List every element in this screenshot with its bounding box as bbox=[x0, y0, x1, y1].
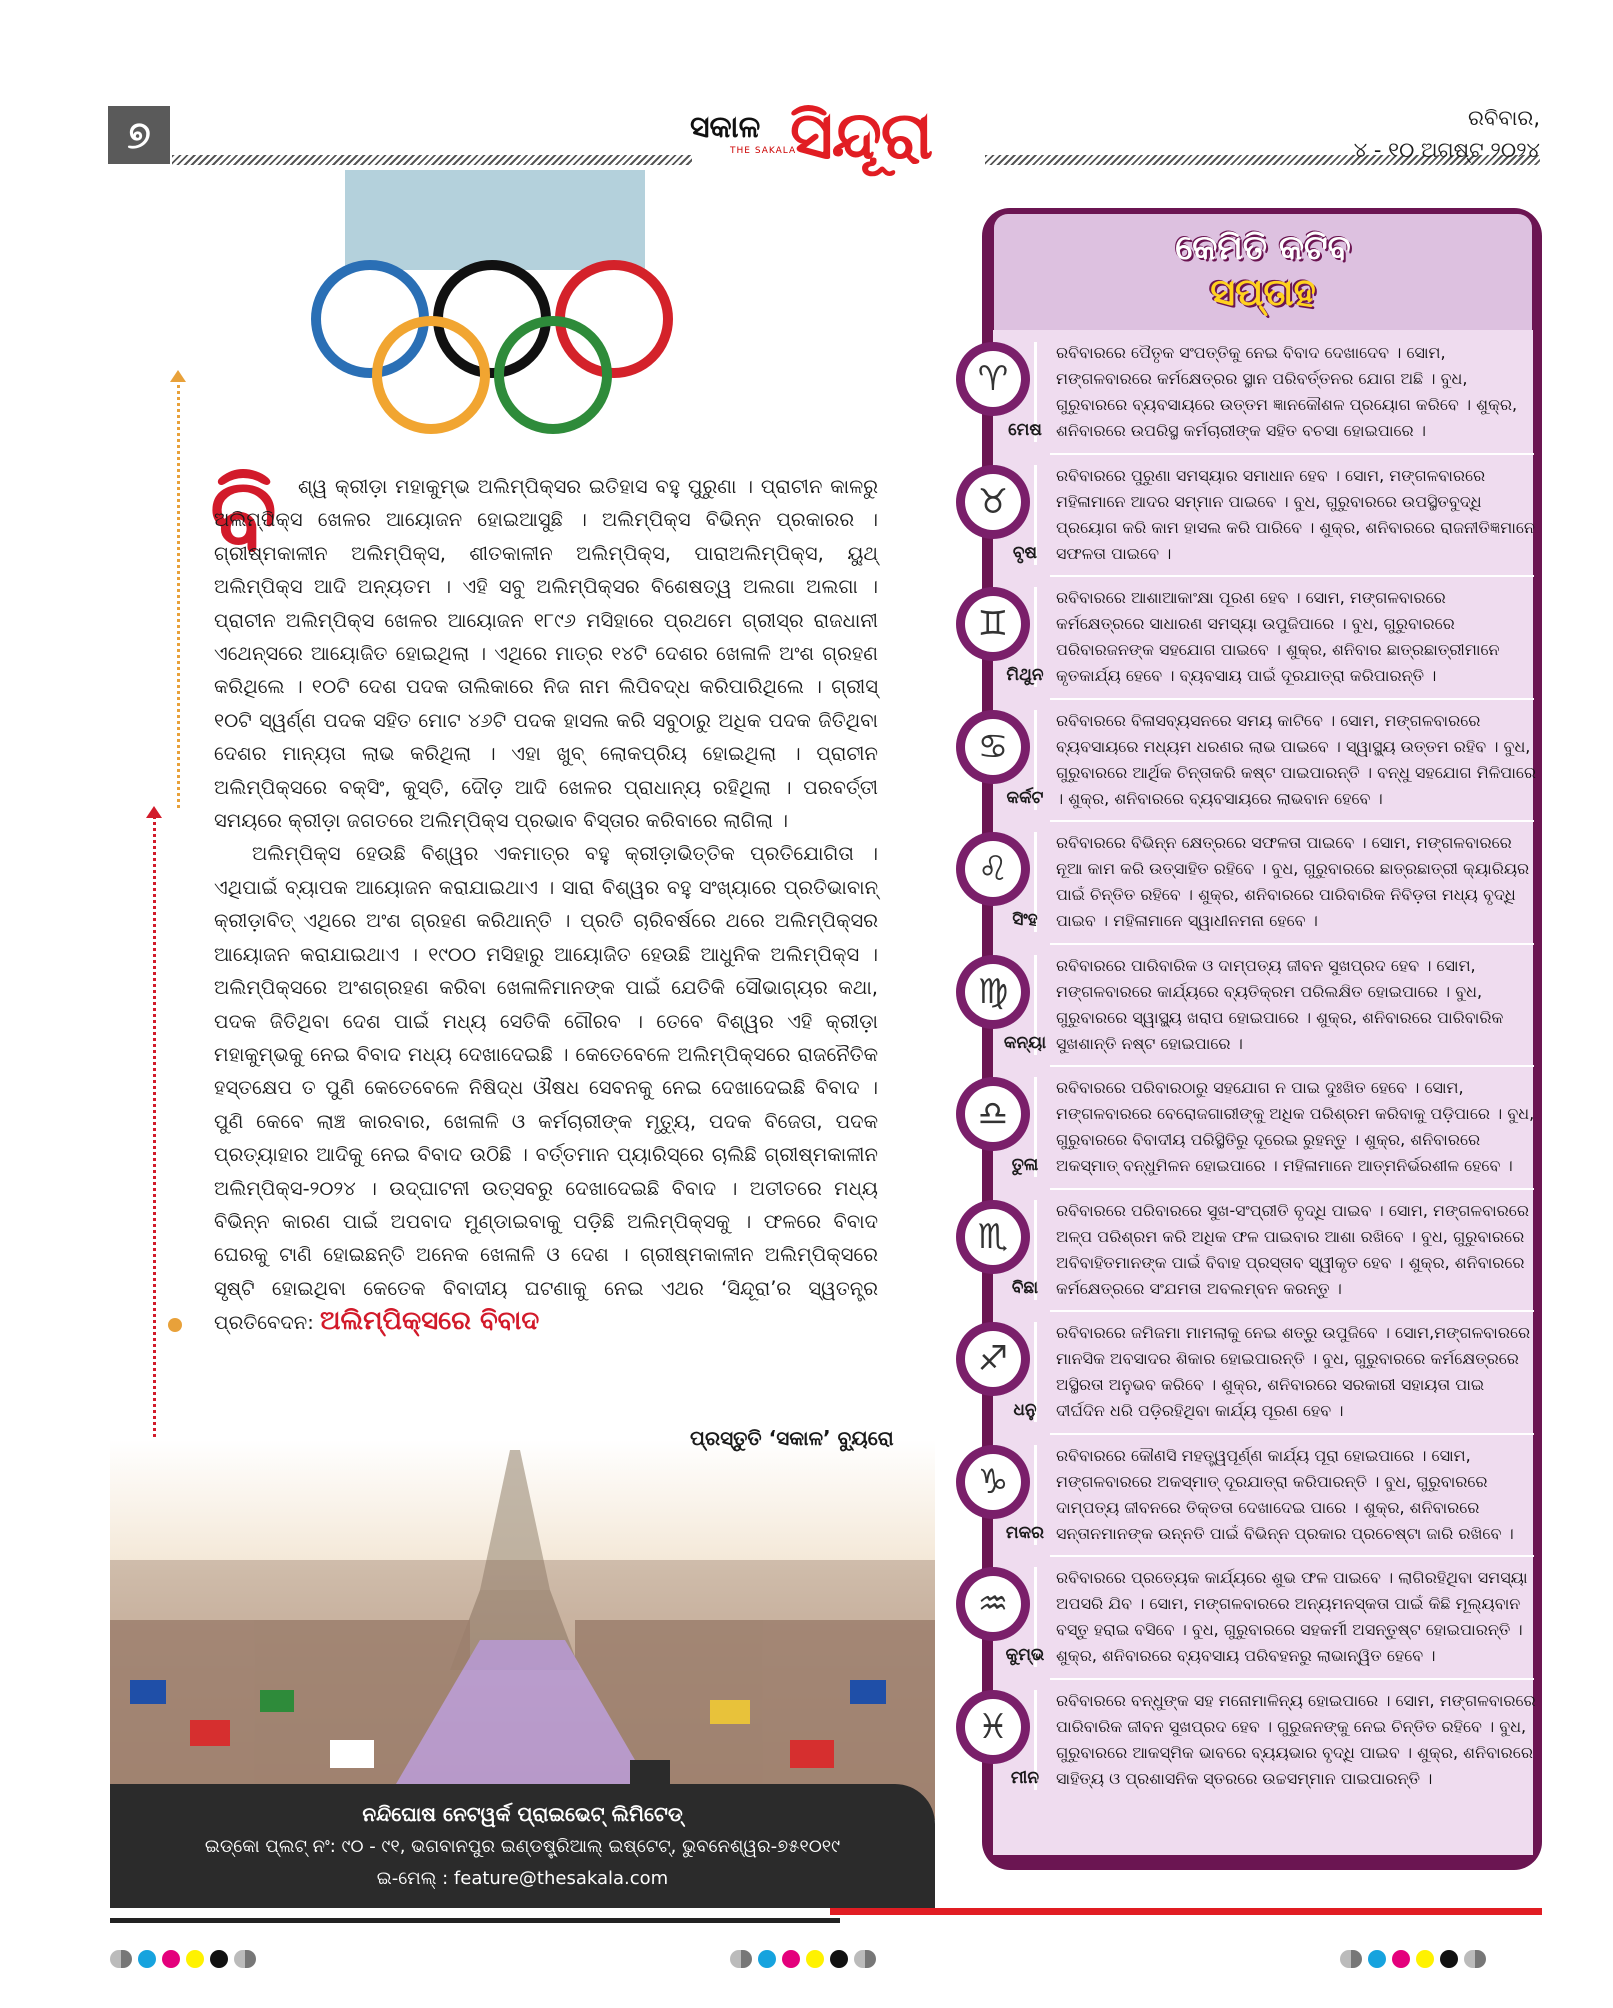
article-paragraph-2 bbox=[214, 837, 878, 1339]
color-bar-center bbox=[730, 1950, 876, 1968]
taurus-icon: ♉ bbox=[965, 474, 1021, 530]
ring-blue bbox=[316, 265, 424, 373]
horoscope-separator bbox=[1050, 453, 1534, 455]
ring-green bbox=[499, 321, 607, 429]
horoscope-row bbox=[956, 1316, 1546, 1431]
color-bar-swatch bbox=[806, 1950, 824, 1968]
color-bar-swatch bbox=[758, 1950, 776, 1968]
dot-orange bbox=[168, 1318, 182, 1332]
color-bar-swatch bbox=[854, 1950, 876, 1968]
header-rule-left bbox=[172, 155, 692, 165]
horoscope-separator bbox=[1050, 1310, 1534, 1312]
olympic-rings-icon bbox=[310, 255, 680, 435]
horoscope-row bbox=[956, 1684, 1546, 1799]
article-highlight: ଅଲିମ୍ପିକ୍ସରେ ବିବାଦ bbox=[319, 1306, 540, 1337]
publisher-email: ଇ-ମେଲ୍ : feature@thesakala.com bbox=[376, 1868, 669, 1889]
color-bar-swatch bbox=[186, 1950, 204, 1968]
cancer-icon: ♋ bbox=[965, 719, 1021, 775]
capricorn-icon: ♑ bbox=[965, 1454, 1021, 1510]
ring-black bbox=[438, 265, 546, 373]
zodiac-sign-name: ବୃଷ bbox=[1012, 542, 1038, 563]
zodiac-sign-forecast: ରବିବାରରେ ଜମିଜମା ମାମଲାକୁ ନେଇ ଶତ୍ରୁ ଉପୁଜିବେ । ସୋମ,ମଙ୍ଗଳବାରରେ ମାନସିକ ଅବସାଦର ଶିକାର ହୋଇପାରନ୍ତି । ବୁଧ, ଗୁରୁବାରରେ କର୍ମକ୍ଷେତ୍ରରେ ଅସ୍ଥିରତା ଅନୁଭବ କରିବେ । ଶୁକ୍ର, ଶନିବାରରେ ସରକାରୀ ସହାୟତା ପାଇ ଦୀର୍ଘଦିନ ଧରି ପଡ଼ିରହିଥିବା କାର୍ଯ୍ୟ ପୂରଣ ହେବ । bbox=[1056, 1323, 1531, 1420]
zodiac-sign-name: କର୍କଟ bbox=[1006, 787, 1044, 808]
zodiac-sign-name: ମେଷ bbox=[1008, 420, 1042, 440]
zodiac-sign-name: କନ୍ୟା bbox=[1003, 1032, 1047, 1053]
scorpio-icon: ♏ bbox=[965, 1209, 1021, 1265]
zodiac-sign-name: ତୁଳା bbox=[1011, 1155, 1039, 1175]
paris-crowd-image bbox=[110, 1440, 935, 1820]
color-bar-swatch bbox=[1368, 1950, 1386, 1968]
zodiac-sign-name: ବିଛା bbox=[1011, 1277, 1039, 1298]
horoscope-row bbox=[956, 704, 1546, 819]
horoscope-row bbox=[956, 1439, 1546, 1554]
zodiac-icon-ring bbox=[956, 1322, 1030, 1396]
header-date: ୪ - ୧୦ ଅଗଷ୍ଟ ୨୦୨୪ bbox=[1353, 138, 1540, 162]
zodiac-sign-name: ଧନୁ bbox=[1013, 1400, 1037, 1420]
horoscope-separator bbox=[1050, 820, 1534, 822]
zodiac-sign-name: ସିଂହ bbox=[1012, 910, 1038, 930]
dotted-line-orange bbox=[177, 378, 180, 808]
color-bar-swatch bbox=[1416, 1950, 1434, 1968]
horoscope-title-line1: କେମିତି କଟିବ bbox=[1175, 228, 1351, 268]
horoscope-separator bbox=[1050, 698, 1534, 700]
zodiac-icon-ring bbox=[956, 710, 1030, 784]
zodiac-sign-forecast: ରବିବାରରେ ପୈତୃକ ସଂପତ୍ତିକୁ ନେଇ ବିବାଦ ଦେଖାଦେବ । ସୋମ, ମଙ୍ଗଳବାରରେ କର୍ମକ୍ଷେତ୍ରର ସ୍ଥାନ ପରିବର୍ତ୍ତନର ଯୋଗ ଅଛି । ବୁଧ, ଗୁରୁବାରରେ ବ୍ୟବସାୟରେ ଉତ୍ତମ ଜ୍ଞାନକୌଶଳ ପ୍ରୟୋଗ କରିବେ । ଶୁକ୍ର, ଶନିବାରରେ ଉପରିସ୍ଥ କର୍ମଚାରୀଙ୍କ ସହିତ ବଚସା ହୋଇପାରେ । bbox=[1056, 343, 1518, 440]
horoscope-separator bbox=[1050, 1065, 1534, 1067]
zodiac-sign-forecast: ରବିବାରରେ ଆଶାଆକାଂକ୍ଷା ପୂରଣ ହେବ । ସୋମ, ମଙ୍ଗଳବାରରେ କର୍ମକ୍ଷେତ୍ରରେ ସାଧାରଣ ସମସ୍ୟା ଉପୁଜିପାରେ । ବୁଧ, ଗୁରୁବାରରେ ପରିବାରଜନଙ୍କ ସହଯୋଗ ପାଇବେ । ଶୁକ୍ର, ଶନିବାର ଛାତ୍ରଛାତ୍ରୀମାନେ କୃତକାର୍ଯ୍ୟ ହେବେ । ବ୍ୟବସାୟ ପାଇଁ ଦୂରଯାତ୍ରା କରିପାରନ୍ତି । bbox=[1056, 588, 1500, 685]
libra-icon: ♎ bbox=[965, 1086, 1021, 1142]
color-bar-swatch bbox=[234, 1950, 256, 1968]
horoscope-row bbox=[956, 1071, 1546, 1186]
zodiac-sign-forecast: ରବିବାରରେ ପରିବାରଠାରୁ ସହଯୋଗ ନ ପାଇ ଦୁଃଖିତ ହେବେ । ସୋମ, ମଙ୍ଗଳବାରରେ ବେରୋଜଗାରୀଙ୍କୁ ଅଧିକ ପରିଶ୍ରମ କରିବାକୁ ପଡ଼ିପାରେ । ବୁଧ, ଗୁରୁବାରରେ ବିବାଦୀୟ ପରିସ୍ଥିତିରୁ ଦୂରେଇ ରୁହନ୍ତୁ । ଶୁକ୍ର, ଶନିବାରରେ ଅକସ୍ମାତ୍ ବନ୍ଧୁମିଳନ ହୋଇପାରେ । ମହିଳାମାନେ ଆତ୍ମନିର୍ଭରଶୀଳ ହେବେ । bbox=[1056, 1078, 1535, 1175]
zodiac-sign-name: କୁମ୍ଭ bbox=[1005, 1645, 1045, 1665]
publisher-name: ନନ୍ଦିଘୋଷ ନେଟୱର୍କ ପ୍ରାଇଭେଟ୍ ଲିମିଟେଡ୍ bbox=[362, 1802, 683, 1826]
zodiac-icon-ring bbox=[956, 1077, 1030, 1151]
color-bar-right bbox=[1340, 1950, 1486, 1968]
zodiac-icon-ring bbox=[956, 1690, 1030, 1764]
color-bar-swatch bbox=[210, 1950, 228, 1968]
masthead-sindura: ସିନ୍ଦୂରା bbox=[790, 96, 933, 174]
horoscope-row bbox=[956, 1561, 1546, 1676]
color-bar-swatch bbox=[1392, 1950, 1410, 1968]
virgo-icon: ♍ bbox=[965, 964, 1021, 1020]
drop-cap: ବି bbox=[210, 458, 277, 572]
color-bar-swatch bbox=[782, 1950, 800, 1968]
dotted-line-red bbox=[153, 815, 156, 1505]
horoscope-separator bbox=[1050, 1433, 1534, 1435]
zodiac-icon-ring bbox=[956, 955, 1030, 1029]
zodiac-sign-forecast: ରବିବାରରେ ବିଭିନ୍ନ କ୍ଷେତ୍ରରେ ସଫଳତା ପାଇବେ । ସୋମ, ମଙ୍ଗଳବାରରେ ନୂଆ କାମ କରି ଉତ୍ସାହିତ ରହିବେ । ବୁଧ, ଗୁରୁବାରରେ ଛାତ୍ରଛାତ୍ରୀ କ୍ୟାରିୟର ପାଇଁ ଚିନ୍ତିତ ରହିବେ । ଶୁକ୍ର, ଶନିବାରରେ ପାରିବାରିକ ନିବିଡ଼ତା ମଧ୍ୟ ବୃଦ୍ଧି ପାଇବ । ମହିଳାମାନେ ସ୍ୱାଧୀନମନା ହେବେ । bbox=[1056, 833, 1530, 930]
footer-rule-black bbox=[110, 1918, 840, 1923]
aries-icon: ♈ bbox=[965, 351, 1021, 407]
color-bar-swatch bbox=[1340, 1950, 1362, 1968]
color-bar-swatch bbox=[1464, 1950, 1486, 1968]
footer-rule-red bbox=[830, 1908, 1542, 1915]
horoscope-row bbox=[956, 826, 1546, 941]
zodiac-sign-name: ମୀନ bbox=[1010, 1767, 1040, 1788]
color-bar-swatch bbox=[110, 1950, 132, 1968]
horoscope-row bbox=[956, 581, 1546, 696]
horoscope-row bbox=[956, 949, 1546, 1064]
zodiac-sign-forecast: ରବିବାରରେ ପରିବାରରେ ସୁଖ-ସଂପ୍ରୀତି ବୃଦ୍ଧି ପାଇବ । ସୋମ, ମଙ୍ଗଳବାରରେ ଅଳ୍ପ ପରିଶ୍ରମ କରି ଅଧିକ ଫଳ ପାଇବାର ଆଶା ରଖିବେ । ବୁଧ, ଗୁରୁବାରରେ ଅବିବାହିତମାନଙ୍କ ପାଇଁ ବିବାହ ପ୍ରସ୍ତାବ ସ୍ୱୀକୃତ ହେବ । ଶୁକ୍ର, ଶନିବାରରେ କର୍ମକ୍ଷେତ୍ରରେ ସଂଯମତା ଅବଲମ୍ବନ କରନ୍ତୁ । bbox=[1056, 1200, 1529, 1298]
sagittarius-icon: ♐ bbox=[965, 1331, 1021, 1387]
publisher-address: ଇଡ୍‌କୋ ପ୍ଲଟ୍ ନଂ: ୯୦ - ୯୧, ଭଗବାନପୁର ଇଣ୍ଡଷ୍ଟ୍ରିଆଲ୍ ଇଷ୍ଟେଟ୍, ଭୁବନେଶ୍ୱର-୭୫୧୦୧୯ bbox=[204, 1836, 841, 1857]
horoscope-separator bbox=[1050, 1555, 1534, 1557]
zodiac-icon-ring bbox=[956, 1200, 1030, 1274]
zodiac-icon-ring bbox=[956, 465, 1030, 539]
color-bar-left bbox=[110, 1950, 256, 1968]
aquarius-icon: ♒ bbox=[965, 1576, 1021, 1632]
zodiac-sign-forecast: ରବିବାରରେ ବିଳାସବ୍ୟସନରେ ସମୟ କାଟିବେ । ସୋମ, ମଙ୍ଗଳବାରରେ ବ୍ୟବସାୟରେ ମଧ୍ୟମ ଧରଣର ଲାଭ ପାଇବେ । ସ୍ୱାସ୍ଥ୍ୟ ଉତ୍ତମ ରହିବ । ବୁଧ, ଗୁରୁବାରରେ ଆର୍ଥିକ ଚିନ୍ତାକରି କଷ୍ଟ ପାଇପାରନ୍ତି । ବନ୍ଧୁ ସହଯୋଗ ମିଳିପାରେ । ଶୁକ୍ର, ଶନିବାରରେ ବ୍ୟବସାୟରେ ଲାଭବାନ ହେବେ । bbox=[1056, 710, 1537, 808]
color-bar-swatch bbox=[138, 1950, 156, 1968]
zodiac-icon-ring bbox=[956, 1567, 1030, 1641]
article-byline: ପ୍ରସ୍ତୁତି ‘ସକାଳ’ ବ୍ୟୁରୋ bbox=[690, 1426, 894, 1450]
zodiac-sign-forecast: ରବିବାରରେ ପାରିବାରିକ ଓ ଦାମ୍ପତ୍ୟ ଜୀବନ ସୁଖପ୍ରଦ ହେବ । ସୋମ, ମଙ୍ଗଳବାରରେ କାର୍ଯ୍ୟରେ ବ୍ୟତିକ୍ରମ ପରିଲକ୍ଷିତ ହୋଇପାରେ । ବୁଧ, ଗୁରୁବାରରେ ସ୍ୱାସ୍ଥ୍ୟ ଖରାପ ହୋଇପାରେ । ଶୁକ୍ର, ଶନିବାରରେ ପାରିବାରିକ ସୁଖଶାନ୍ତି ନଷ୍ଟ ହୋଇପାରେ । bbox=[1056, 955, 1504, 1053]
header-day: ରବିବାର, bbox=[1468, 106, 1540, 130]
zodiac-icon-ring bbox=[956, 342, 1030, 416]
zodiac-sign-forecast: ରବିବାରରେ ପୁରୁଣା ସମସ୍ୟାର ସମାଧାନ ହେବ । ସୋମ, ମଙ୍ଗଳବାରରେ ମହିଳାମାନେ ଆଦର ସମ୍ମାନ ପାଇବେ । ବୁଧ, ଗୁରୁବାରରେ ଉପସ୍ଥିତବୁଦ୍ଧି ପ୍ରୟୋଗ କରି କାମ ହାସଲ କରି ପାରିବେ । ଶୁକ୍ର, ଶନିବାରରେ ରାଜନୀତିଜ୍ଞମାନେ ସଫଳତା ପାଇବେ । bbox=[1056, 465, 1535, 563]
color-bar-swatch bbox=[730, 1950, 752, 1968]
horoscope-separator bbox=[1050, 575, 1534, 577]
zodiac-icon-ring bbox=[956, 1445, 1030, 1519]
gemini-icon: ♊ bbox=[965, 596, 1021, 652]
pisces-icon: ♓ bbox=[965, 1699, 1021, 1755]
zodiac-icon-ring bbox=[956, 832, 1030, 906]
masthead-sakala-sub: THE SAKALA bbox=[730, 146, 797, 156]
article-paragraph-1: ଶ୍ୱ କ୍ରୀଡ଼ା ମହାକୁମ୍ଭ ଅଲିମ୍ପିକ୍ସର ଇତିହାସ ବହୁ ପୁରୁଣା । ପ୍ରାଚୀନ କାଳରୁ ଅଲିମ୍ପିକ୍ସ ଖେଳର ଆୟୋଜନ ହୋଇଆସୁଛି । ଅଲିମ୍ପିକ୍ସ ବିଭିନ୍ନ ପ୍ରକାରର । ଗ୍ରୀଷ୍ମକାଳୀନ ଅଲିମ୍ପିକ୍ସ, ଶୀତକାଳୀନ ଅଲିମ୍ପିକ୍ସ, ପାରାଅଲିମ୍ପିକ୍ସ, ୟୁଥ୍ ଅଲିମ୍ପିକ୍ସ ଆଦି ଅନ୍ୟତମ । ଏହି ସବୁ ଅଲିମ୍ପିକ୍ସର ବିଶେଷତ୍ୱ ଅଲଗା ଅଲଗା । ପ୍ରାଚୀନ ଅଲିମ୍ପିକ୍ସ ଖେଳର ଆୟୋଜନ ୧୮୯୬ ମସିହାରେ ପ୍ରଥମେ ଗ୍ରୀସ୍‌ର ରାଜଧାନୀ ଏଥେନ୍ସରେ ଆୟୋଜିତ ହୋଇଥିଲା । ଏଥିରେ ମାତ୍ର ୧୪ଟି ଦେଶର ଖେଳାଳି ଅଂଶ ଗ୍ରହଣ କରିଥିଲେ । ୧୦ଟି ଦେଶ ପଦକ ତାଲିକାରେ ନିଜ ନାମ ଲିପିବଦ୍ଧ କରିପାରିଥିଲେ । ଗ୍ରୀସ୍ ୧୦ଟି ସ୍ୱର୍ଣ୍ଣ ପଦକ ସହିତ ମୋଟ ୪୬ଟି ପଦକ ହାସଲ କରି ସବୁଠାରୁ ଅଧିକ ପଦକ ଜିତିଥିବା ଦେଶର ମାନ୍ୟତା ଲାଭ କରିଥିଲା । ଏହା ଖୁବ୍ ଲୋକପ୍ରିୟ ହୋଇଥିଲା । ପ୍ରାଚୀନ ଅଲିମ୍ପିକ୍ସରେ ବକ୍ସିଂ, କୁସ୍ତି, ଦୌଡ଼ ଆଦି ଖେଳର ପ୍ରାଧାନ୍ୟ ରହିଥିଲା । ପରବର୍ତ୍ତୀ ସମୟରେ କ୍ରୀଡ଼ା ଜଗତରେ ଅଲିମ୍ପିକ୍ସ ପ୍ରଭାବ ବିସ୍ତାର କରିବାରେ ଲାଗିଲା । bbox=[214, 475, 878, 833]
color-bar-swatch bbox=[830, 1950, 848, 1968]
zodiac-icon-ring bbox=[956, 587, 1030, 661]
horoscope-separator bbox=[1050, 1188, 1534, 1190]
color-bar-swatch bbox=[1440, 1950, 1458, 1968]
zodiac-sign-forecast: ରବିବାରରେ ପ୍ରତ୍ୟେକ କାର୍ଯ୍ୟରେ ଶୁଭ ଫଳ ପାଇବେ । ଲାଗିରହିଥିବା ସମସ୍ୟା ଅପସରି ଯିବ । ସୋମ, ମଙ୍ଗଳବାରରେ ଅନ୍ୟମନସ୍କତା ପାଇଁ କିଛି ମୂଲ୍ୟବାନ ବସ୍ତୁ ହରାଇ ବସିବେ । ବୁଧ, ଗୁରୁବାରରେ ସହକର୍ମୀ ଅସନ୍ତୁଷ୍ଟ ହୋଇପାରନ୍ତି । ଶୁକ୍ର, ଶନିବାରରେ ବ୍ୟବସାୟ ପରିବହନରୁ ଲାଭାନ୍ୱିତ ହେବେ । bbox=[1056, 1568, 1528, 1665]
article-paragraph-2-text: ଅଲିମ୍ପିକ୍ସ ହେଉଛି ବିଶ୍ୱର ଏକମାତ୍ର ବହୁ କ୍ରୀଡ଼ାଭିତ୍ତିକ ପ୍ରତିଯୋଗିତା । ଏଥିପାଇଁ ବ୍ୟାପକ ଆୟୋଜନ କରାଯାଇଥାଏ । ସାରା ବିଶ୍ୱର ବହୁ ସଂଖ୍ୟାରେ ପ୍ରତିଭାବାନ୍ କ୍ରୀଡ଼ାବିତ୍ ଏଥିରେ ଅଂଶ ଗ୍ରହଣ କରିଥାନ୍ତି । ପ୍ରତି ଚାରିବର୍ଷରେ ଥରେ ଅଲିମ୍ପିକ୍ସର ଆୟୋଜନ କରାଯାଇଥାଏ । ୧୯୦୦ ମସିହାରୁ ଆୟୋଜିତ ହେଉଛି ଆଧୁନିକ ଅଲିମ୍ପିକ୍ସ । ଅଲିମ୍ପିକ୍ସରେ ଅଂଶଗ୍ରହଣ କରିବା ଖେଳାଳିମାନଙ୍କ ପାଇଁ ଯେତିକି ସୌଭାଗ୍ୟର କଥା, ପଦକ ଜିତିଥିବା ଦେଶ ପାଇଁ ମଧ୍ୟ ସେତିକି ଗୌରବ । ତେବେ ବିଶ୍ୱର ଏହି କ୍ରୀଡ଼ା ମହାକୁମ୍ଭକୁ ନେଇ ବିବାଦ ମଧ୍ୟ ଦେଖାଦେଇଛି । କେତେବେଳେ ଅଲିମ୍ପିକ୍ସରେ ରାଜନୈତିକ ହସ୍ତକ୍ଷେପ ତ ପୁଣି କେତେବେଳେ ନିଷିଦ୍ଧ ଔଷଧ ସେବନକୁ ନେଇ ଦେଖାଦେଇଛି ବିବାଦ । ପୁଣି କେବେ ଲାଞ୍ଚ କାରବାର, ଖେଳାଳି ଓ କର୍ମଚାରୀଙ୍କ ମୃତ୍ୟୁ, ପଦକ ବିଜେତା, ପଦକ ପ୍ରତ୍ୟାହାର ଆଦିକୁ ନେଇ ବିବାଦ ଉଠିଛି । ବର୍ତ୍ତମାନ ପ୍ୟାରିସ୍‌ରେ ଚାଲିଛି ଗ୍ରୀଷ୍ମକାଳୀନ ଅଲିମ୍ପିକ୍ସ-୨୦୨୪ । ଉଦ୍‌ଘାଟନୀ ଉତ୍ସବରୁ ଦେଖାଦେଇଛି ବିବାଦ । ଅତୀତରେ ମଧ୍ୟ ବିଭିନ୍ନ କାରଣ ପାଇଁ ଅପବାଦ ମୁଣ୍ଡାଇବାକୁ ପଡ଼ିଛି ଅଲିମ୍ପିକ୍ସକୁ । ଫଳରେ ବିବାଦ ଘେରକୁ ଟାଣି ହୋଇଛନ୍ତି ଅନେକ ଖେଳାଳି ଓ ଦେଶ । ଗ୍ରୀଷ୍ମକାଳୀନ ଅଲିମ୍ପିକ୍ସରେ ସୃଷ୍ଟି ହୋଇଥିବା କେତେକ ବିବାଦୀୟ ଘଟଣାକୁ ନେଇ ଏଥର ‘ସିନ୍ଦୂରା’ର ସ୍ୱତନ୍ତ୍ର ପ୍ରତିବେଦନ: bbox=[214, 842, 878, 1335]
horoscope-title-line2: ସପ୍ତାହ bbox=[1210, 270, 1316, 314]
publisher-box bbox=[110, 1784, 935, 1908]
color-bar-swatch bbox=[162, 1950, 180, 1968]
page-number: ୭ bbox=[108, 106, 170, 164]
leo-icon: ♌ bbox=[965, 841, 1021, 897]
article-body bbox=[214, 470, 878, 1340]
horoscope-row bbox=[956, 1194, 1546, 1309]
horoscope-row bbox=[956, 336, 1546, 451]
ring-red bbox=[560, 265, 668, 373]
horoscope-separator bbox=[1050, 1678, 1534, 1680]
zodiac-sign-forecast: ରବିବାରରେ ବନ୍ଧୁଙ୍କ ସହ ମନୋମାଳିନ୍ୟ ହୋଇପାରେ । ସୋମ, ମଙ୍ଗଳବାରରେ ପାରିବାରିକ ଜୀବନ ସୁଖପ୍ରଦ ହେବ । ଗୁରୁଜନଙ୍କୁ ନେଇ ଚିନ୍ତିତ ରହିବେ । ବୁଧ, ଗୁରୁବାରରେ ଆକସ୍ମିକ ଭାବରେ ବ୍ୟୟଭାର ବୃଦ୍ଧି ପାଇବ । ଶୁକ୍ର, ଶନିବାରରେ ସାହିତ୍ୟ ଓ ପ୍ରଶାସନିକ ସ୍ତରରେ ଉଚ୍ଚସମ୍ମାନ ପାଇପାରନ୍ତି । bbox=[1056, 1690, 1536, 1788]
masthead-sakala: ସକାଳ bbox=[690, 110, 761, 145]
zodiac-sign-name: ମକର bbox=[1005, 1522, 1045, 1543]
zodiac-sign-name: ମିଥୁନ bbox=[1006, 665, 1044, 685]
horoscope-separator bbox=[1050, 943, 1534, 945]
horoscope-row bbox=[956, 459, 1546, 574]
ring-yellow bbox=[377, 321, 485, 429]
zodiac-sign-forecast: ରବିବାରରେ କୌଣସି ମହତ୍ତ୍ୱପୂର୍ଣ୍ଣ କାର୍ଯ୍ୟ ପୂରା ହୋଇପାରେ । ସୋମ, ମଙ୍ଗଳବାରରେ ଅକସ୍ମାତ୍ ଦୂରଯାତ୍ରା କରିପାରନ୍ତି । ବୁଧ, ଗୁରୁବାରରେ ଦାମ୍ପତ୍ୟ ଜୀବନରେ ତିକ୍ତତା ଦେଖାଦେଇ ପାରେ । ଶୁକ୍ର, ଶନିବାରରେ ସନ୍ତାନମାନଙ୍କ ଉନ୍ନତି ପାଇଁ ବିଭିନ୍ନ ପ୍ରକାର ପ୍ରଚେଷ୍ଟା ଜାରି ରଖିବେ । bbox=[1056, 1445, 1514, 1543]
